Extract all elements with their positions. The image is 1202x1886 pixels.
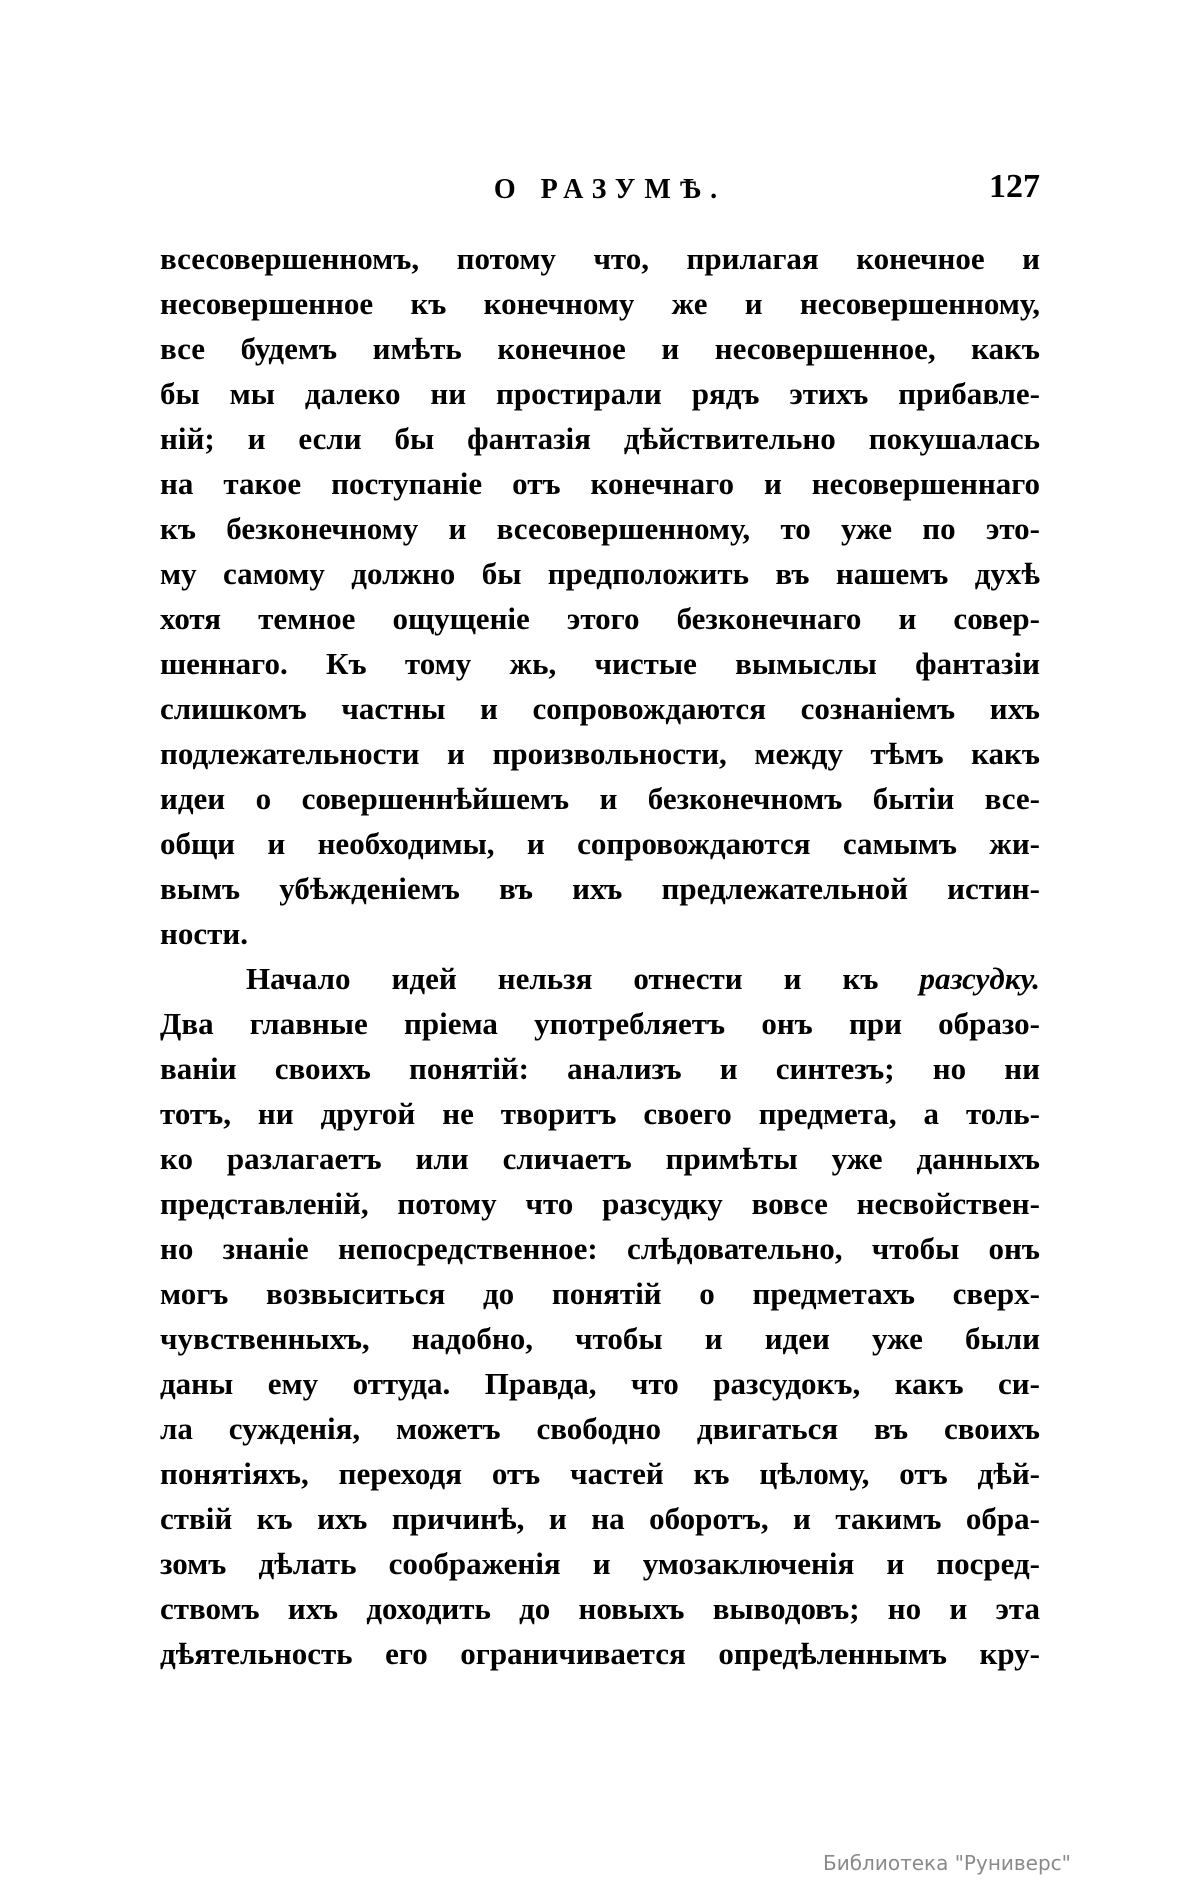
text-line: къ безконечному и всесовершенному, то уже по это- [160, 511, 1040, 546]
text-line: ствомъ ихъ доходить до новыхъ выводовъ; но и эта [160, 1591, 1040, 1626]
text-line: представленій, потому что разсудку вовсе несвойствен- [160, 1186, 1040, 1221]
text-line: тотъ, ни другой не творитъ своего предмета, а толь- [160, 1096, 1040, 1131]
text-line: даны ему оттуда. Правда, что разсудокъ, какъ си- [160, 1366, 1040, 1401]
running-header [160, 168, 1040, 212]
page-number: 127 [989, 168, 1040, 205]
paragraph-1 [160, 236, 1040, 956]
text-line: ваніи своихъ понятій: анализъ и синтезъ; но ни [160, 1051, 1040, 1086]
text-line: ко разлагаетъ или сличаетъ примѣты уже данныхъ [160, 1141, 1040, 1176]
text-line: зомъ дѣлать соображенія и умозаключенія и посред- [160, 1546, 1040, 1581]
library-watermark: Библиотека "Руниверс" [823, 1851, 1071, 1875]
text-line: на такое поступаніе отъ конечнаго и несовершеннаго [160, 466, 1040, 501]
text-line: чувственныхъ, надобно, чтобы и идеи уже были [160, 1321, 1040, 1356]
text-line: му самому должно бы предположить въ нашемъ духѣ [160, 556, 1040, 591]
page-body [160, 236, 1040, 1676]
text-line: подлежательности и произвольности, между тѣмъ какъ [160, 736, 1040, 771]
text-line: слишкомъ частны и сопровождаются сознаніемъ ихъ [160, 691, 1040, 726]
text-line: Два главные пріема употребляетъ онъ при образо- [160, 1006, 1040, 1041]
text-line: бы мы далеко ни простирали рядъ этихъ прибавле- [160, 376, 1040, 411]
text-line: общи и необходимы, и сопровождаются самымъ жи- [160, 826, 1040, 861]
text-line: шеннаго. Къ тому жь, чистые вымыслы фантазіи [160, 646, 1040, 681]
text-line: ній; и если бы фантазія дѣйствительно покушалась [160, 421, 1040, 456]
text-line: ствій къ ихъ причинѣ, и на оборотъ, и такимъ обра- [160, 1501, 1040, 1536]
text-line: хотя темное ощущеніе этого безконечнаго и совер- [160, 601, 1040, 636]
running-title: О РАЗУМѢ. [493, 174, 727, 205]
text-line: но знаніе непосредственное: слѣдовательно, чтобы онъ [160, 1231, 1040, 1266]
text-line: ности. [160, 916, 248, 951]
text-line: дѣятельность его ограничивается опредѣленнымъ кру- [160, 1636, 1040, 1671]
text-line: всесовершенномъ, потому что, прилагая конечное и [160, 241, 1040, 276]
text-line: вымъ убѣжденіемъ въ ихъ предлежательной истин- [160, 871, 1040, 906]
text-line: идеи о совершеннѣйшемъ и безконечномъ бытіи все- [160, 781, 1040, 816]
text-line: несовершенное къ конечному же и несовершенному, [160, 286, 1040, 321]
text-line: ла сужденія, можетъ свободно двигаться въ своихъ [160, 1411, 1040, 1446]
text-line: все будемъ имѣть конечное и несовершенное, какъ [160, 331, 1040, 366]
text-span: Начало идей нельзя отнести и къ [246, 961, 879, 996]
text-line: понятіяхъ, переходя отъ частей къ цѣлому, отъ дѣй- [160, 1456, 1040, 1491]
text-line [160, 956, 1040, 1001]
paragraph-2 [160, 1001, 1040, 1676]
italic-word: разсудку. [919, 961, 1041, 996]
text-line: могъ возвыситься до понятій о предметахъ сверх- [160, 1276, 1040, 1311]
